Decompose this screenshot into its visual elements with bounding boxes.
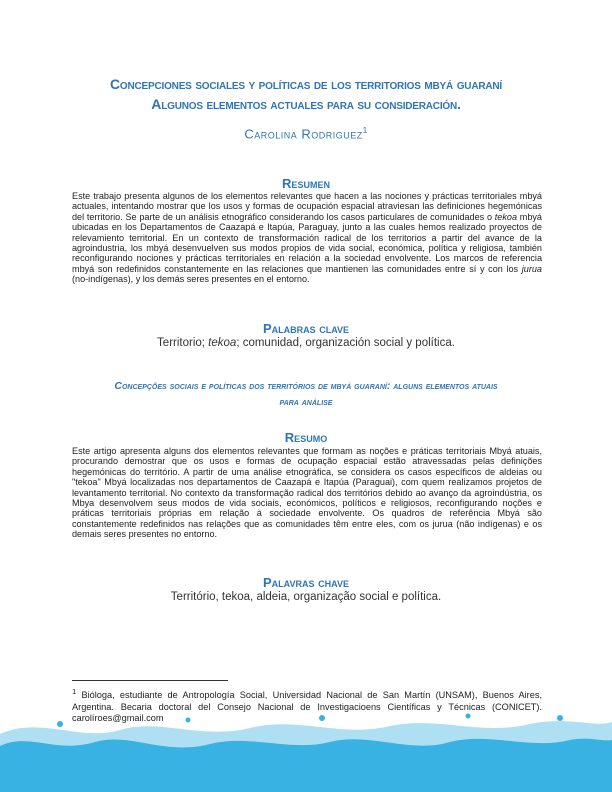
- palavras-chave-list: Território, tekoa, aldeia, organização social e política.: [170, 591, 442, 603]
- author-footnote-mark[interactable]: 1: [362, 126, 368, 135]
- palavras-chave-heading: Palavras chave: [263, 575, 349, 590]
- portuguese-title: [70, 378, 542, 410]
- resumen-text-3: (no-indígenas), y los demás seres presentes en el entorno.: [72, 274, 310, 285]
- resumen-heading: Resumen: [282, 176, 330, 191]
- wave-droplet: [319, 715, 325, 721]
- resumo-paragraph: Este artigo apresenta alguns dos elementos relevantes que formam as noções e práticas territoriais Mbyá atuais, procurando demostrar que os usos e formas de ocupação espacial estão atravessadas pelas definições hegemónicas do território. A partir de uma análise etnográfica, se considera os casos específicos de aldeias ou "tekoa" Mbyá localizadas nos departamentos de Caazapá e Itapúa (Paraguai), com quem realizamos projetos de levantamento territorial. No contexto da transformação radical dos territórios debido ao avanço da agroindústria, os Mbya desenvolvem seus modos de vida sociais, económicos, políticos e religiosos, reconfigurando noções e práticas territoriais próprias em relação à sociedade envolvente. Os quadros de referência Mbyá são constantemente redefinidos nas relações que as comunidades têm entre eles, com os jurua (não indígenas) e os demais seres presentes no entorno.: [72, 446, 542, 540]
- wave-front: [0, 739, 612, 792]
- keywords-text-1: Territorio;: [157, 337, 209, 349]
- portuguese-title-line-2: para análise: [279, 396, 333, 408]
- keywords-term-tekoa: tekoa: [208, 337, 237, 349]
- wave-droplet: [57, 721, 63, 727]
- resumo-heading: Resumo: [284, 430, 328, 445]
- portuguese-title-line-1: Concepções sociais e políticas dos territórios de mbyá guaraní: alguns elementos atuais: [114, 380, 498, 392]
- keywords-text-2: ; comunidad, organización social y política.: [236, 337, 455, 349]
- resumen-text-1: Este trabajo presenta algunos de los elementos relevantes que hacen a las nociones y prácticas territoriales mbyá actuales, intentando mostrar que los usos y formas de ocupación espacial atraviesan las definiciones hegemónicas del territorio. Se parte de un análisis etnográfico considerando los casos particulares de comunidades o: [72, 191, 542, 222]
- paper-title: [60, 74, 552, 114]
- resumen-text-2: mbyá ubicadas en los Departamentos de Caazapá e Itapúa, Paraguay, junto a las cuales hemos realizado proyectos de relevamiento territorial. En un contexto de transformación radical de los territorios a partir del avance de la agroindustria, los mbyá desenvuelven sus modos propios de vida social, económica, política y religiosa, también reconfigurando nociones y prácticas territoriales en relación a la sociedad envolvente. Los marcos de referencia mbyá son redefinidos constantemente en las relaciones que mantienen las comunidades entre sí y con los: [72, 211, 542, 274]
- footnote-mark: 1: [72, 687, 77, 696]
- resumen-term-tekoa: tekoa: [494, 211, 518, 222]
- decorative-wave: [0, 712, 612, 792]
- resumen-paragraph: [72, 191, 542, 285]
- title-line-1: Concepciones sociales y políticas de los territorios mbyá guaraní: [110, 76, 502, 92]
- palabras-clave-heading: Palabras clave: [262, 321, 350, 336]
- author-text: Carolina Rodriguez: [244, 126, 363, 142]
- palabras-clave-list: [60, 337, 552, 349]
- title-line-2: Algunos elementos actuales para su consideración.: [151, 96, 461, 112]
- footnote-divider: [72, 680, 228, 681]
- wave-droplet: [557, 715, 563, 721]
- author-name: [60, 126, 552, 141]
- resumen-term-jurua: jurua: [521, 263, 542, 274]
- wave-droplet: [466, 714, 471, 719]
- footnote-text: Bióloga, estudiante de Antropología Social, Universidad Nacional de San Martín (UNSAM), Buenos Aires, Argentina. Becaria doctoral del Consejo Nacional de Investigacioens Científicas y Técnicas (CONICET). carolíroes@gmail.com: [72, 690, 542, 724]
- wave-droplet: [186, 718, 191, 723]
